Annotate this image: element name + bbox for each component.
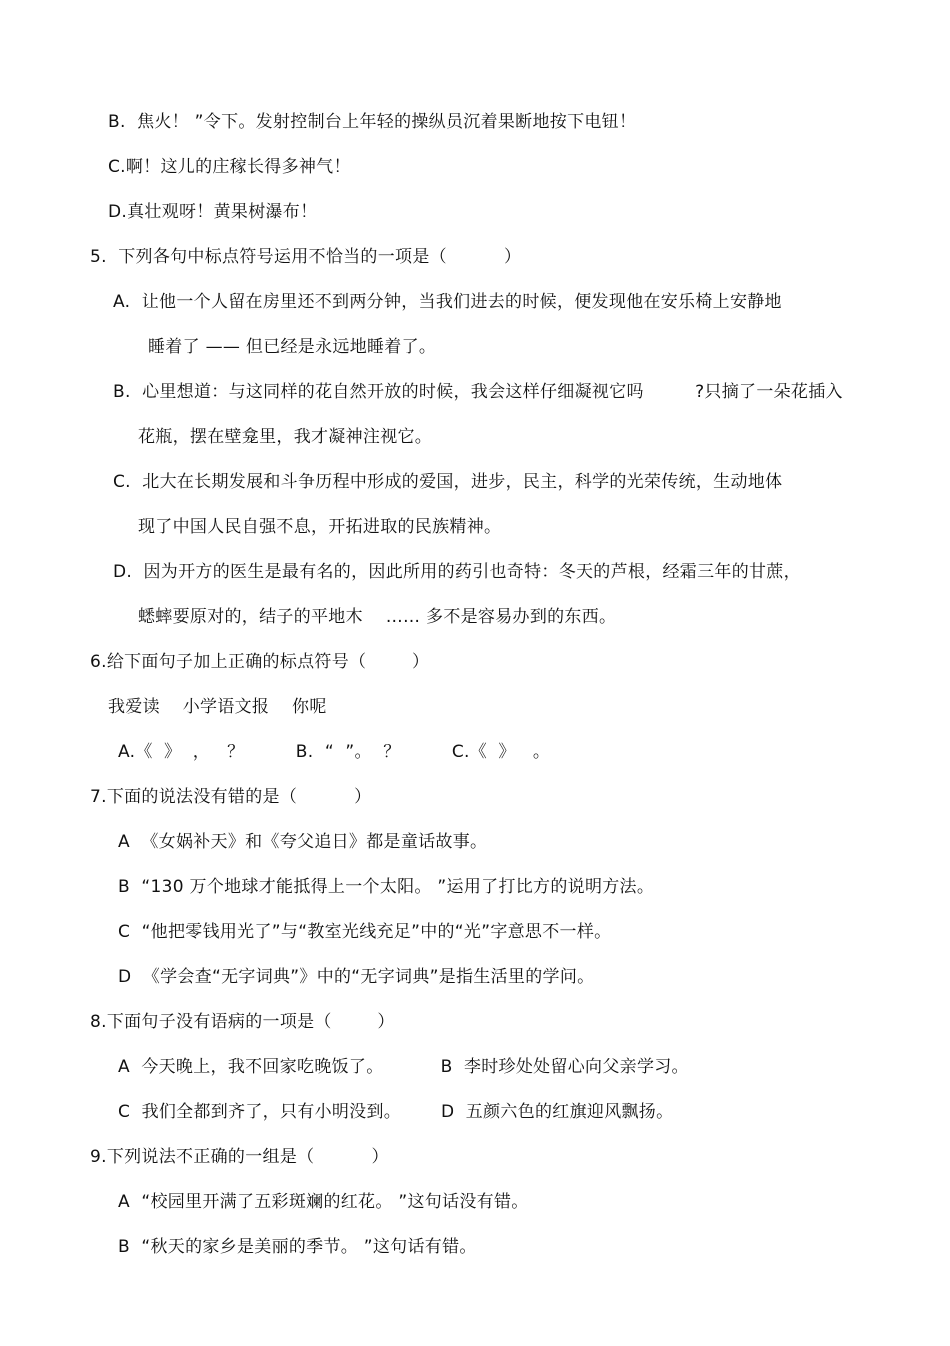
question-5-option-a: A. 让他一个人留在房里还不到两分钟，当我们进去的时候，便发现他在安乐椅上安静地 — [113, 292, 782, 312]
question-5-option-c-cont: 现了中国人民自强不息，开拓进取的民族精神。 — [138, 517, 502, 537]
question-9-stem: 9.下列说法不正确的一组是（ ） — [90, 1147, 389, 1167]
question-5-option-b-cont: 花瓶，摆在壁龛里，我才凝神注视它。 — [138, 427, 433, 447]
question-8-stem: 8.下面句子没有语病的一项是（ ） — [90, 1012, 395, 1032]
option-c-line-q4: C.啊！这儿的庄稼长得多神气！ — [108, 157, 351, 177]
question-7-option-b: B “130 万个地球才能抵得上一个太阳。 ”运用了打比方的说明方法。 — [118, 877, 655, 897]
question-6-options: A.《 》 ， ？ B. “ ”。 ？ C.《 》 。 — [118, 742, 551, 762]
question-6-sentence: 我爱读 小学语文报 你呢 — [108, 697, 327, 717]
option-d-line-q4: D.真壮观呀！黄果树瀑布！ — [108, 202, 318, 222]
question-8-options-ab: A 今天晚上，我不回家吃晚饭了。 B 李时珍处处留心向父亲学习。 — [118, 1057, 689, 1077]
question-8-options-cd: C 我们全都到齐了，只有小明没到。 D 五颜六色的红旗迎风飘扬。 — [118, 1102, 674, 1122]
question-5-option-c: C. 北大在长期发展和斗争历程中形成的爱国，进步，民主，科学的光荣传统，生动地体 — [113, 472, 783, 492]
question-9-option-a: A “校园里开满了五彩斑斓的红花。 ”这句话没有错。 — [118, 1192, 529, 1212]
question-5-option-d-cont: 蟋蟀要原对的，结子的平地木 …… 多不是容易办到的东西。 — [138, 607, 617, 627]
question-7-option-d: D 《学会查“无字词典”》中的“无字词典”是指生活里的学问。 — [118, 967, 595, 987]
question-7-option-a: A 《女娲补天》和《夸父追日》都是童话故事。 — [118, 832, 488, 852]
question-5-option-b: B. 心里想道：与这同样的花自然开放的时候，我会这样仔细凝视它吗 ?只摘了一朵花插入 — [113, 382, 843, 402]
question-9-option-b: B “秋天的家乡是美丽的季节。 ”这句话有错。 — [118, 1237, 477, 1257]
question-7-stem: 7.下面的说法没有错的是（ ） — [90, 787, 372, 807]
question-6-stem: 6.给下面句子加上正确的标点符号（ ） — [90, 652, 430, 672]
question-5-option-a-cont: 睡着了 —— 但已经是永远地睡着了。 — [148, 337, 437, 357]
option-b-line-q4: B. 焦火！ ”令下。发射控制台上年轻的操纵员沉着果断地按下电钮！ — [108, 112, 637, 132]
question-5-stem: 5. 下列各句中标点符号运用不恰当的一项是（ ） — [90, 247, 522, 267]
question-5-option-d: D. 因为开方的医生是最有名的，因此所用的药引也奇特：冬天的芦根，经霜三年的甘蔗， — [113, 562, 801, 582]
question-7-option-c: C “他把零钱用光了”与“教室光线充足”中的“光”字意思不一样。 — [118, 922, 612, 942]
